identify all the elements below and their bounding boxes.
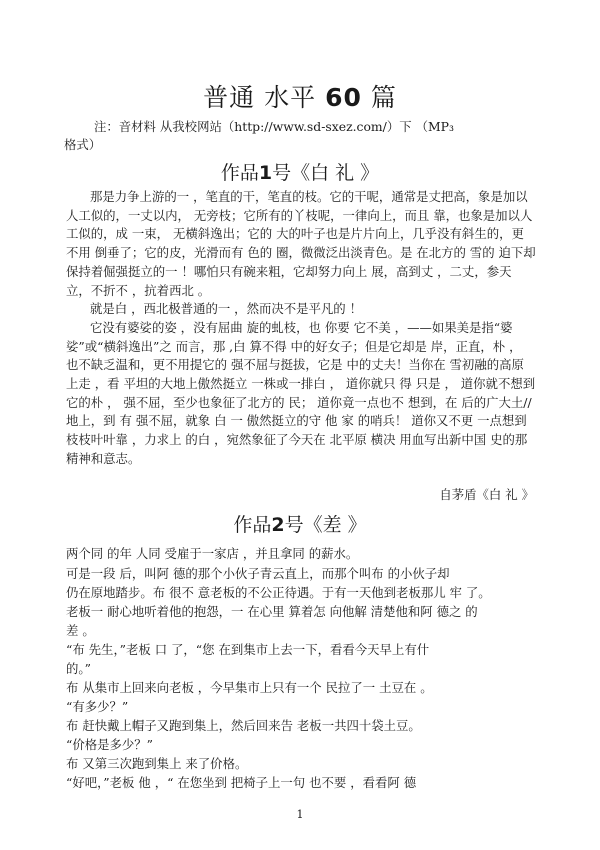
work-2-line: 两个同 的年 人同 受雇于一家店 ，并且拿同 的薪水。 (66, 546, 359, 561)
work-2-line: 布 又第三次跑到集上 来了价格。 (66, 756, 248, 771)
title-number: 60 (325, 83, 362, 112)
note-line-2: 格式） (64, 137, 102, 152)
title-text-pre: 普通 水平 (203, 83, 317, 112)
work-1-title (0, 158, 600, 185)
document-title (0, 78, 600, 114)
title-text-post: 篇 (370, 83, 397, 112)
work-1-prefix: 作品 (220, 162, 259, 184)
work-1-paragraph-1: 那是力争上游的一 ，笔直的干，笔直的枝。它的干呢，通常是丈把高，象是加以人工似的，一丈以内， 无旁枝；它所有的丫枝呢，一律向上，而且 靠，也象是加以人工似的，成 一束， 无横斜逸出；它的 大的叶子也是片片向上，几乎没有斜生的，更不用 倒垂了；它的皮，光滑而有 色的 圈，微微泛出淡青色。是 在北方的 雪的 迫下却保持着倔强挺立的一 ！哪怕只有碗来粗，它却努力向上 展，高到丈 ，二丈，参天 立，不折不 ，抗着西北 。 (66, 189, 536, 298)
work-2-line: 可是一段 后，叫阿 德的那个小伙子青云直上，而那个叫布 的小伙子却 (66, 566, 450, 581)
work-2-line: “布 先生，”老板 口 了，“您 在到集市上去一下，看看今天早上有什 (66, 642, 430, 657)
work-2-line: 仍在原地踏步。布 很不 意老板的不公正待遇。于有一天他到老板那儿 牢 了。 (66, 585, 491, 600)
work-1-number: 1 (258, 162, 273, 184)
work-1-paragraph-3: 它没有婆娑的姿 ，没有屈曲 旋的虬枝，也 你要 它不美 ，——如果美是指“婆娑”或“横斜逸出”之 而言，那 ,白 算不得 中的好女子；但是它却是 岸，正直，朴 ， 也不缺乏温和，更不用提它的 强不屈与挺拔，它是 中的丈夫！当你在 雪初融的高原上走 ，看 平坦的大地上傲然挺立 一株或一排白 ， 道你就只 得 只是 ， 道你就不想到它的朴 ， 强不屈，至少也象征了北方的 民； 道你竟一点也不 想到，在 后的广大土//地上，到 有 强不屈，就象 白 一 傲然挺立的守 他 家 的哨兵！ 道你又不更 一点想到 枝枝叶叶靠 ，力求上 的白 ，宛然象征了今天在 北平原 横决 用血写出新中国 史的那 精神和意志。 (66, 319, 536, 466)
work-2-line: 布 从集市上回来向老板 ，今早集市上只有一个 民拉了一 土豆在 。 (66, 680, 433, 695)
work-2-line: “价格是多少？” (66, 737, 154, 752)
note-line-1: 注：音材料 从我校网站（http://www.sd-sxez.com/）下 （MP₃ (94, 119, 454, 134)
work-2-line: 老板一 耐心地听着他的抱怨，一 在心里 算着怎 向他解 清楚他和阿 德之 的 (66, 604, 478, 619)
work-2-line: 的。” (66, 661, 91, 676)
work-2-number: 2 (271, 514, 285, 536)
work-1-suffix: 号《白 礼 》 (272, 162, 380, 184)
work-1-attribution: 自茅盾《白 礼 》 (439, 487, 534, 502)
work-2-prefix: 作品 (233, 514, 272, 536)
work-1-paragraph-2: 就是白 ，西北极普通的一 ，然而决不是平凡的 ！ (90, 301, 363, 317)
work-2-line: 差 。 (66, 623, 95, 638)
work-2-line: “有多少？” (66, 699, 129, 714)
work-2-line: 布 赶快戴上帽子又跑到集上，然后回来告 老板一共四十袋土豆。 (66, 718, 421, 733)
work-2-title (0, 510, 600, 537)
page-number: 1 (296, 808, 304, 821)
download-note (64, 118, 534, 154)
work-2-line: “好吧，”老板 他 ，“ 在您坐到 把椅子上一句 也不要 ，看看阿 德 (66, 775, 417, 790)
work-1-body (66, 188, 536, 469)
work-2-suffix: 号《差 》 (284, 514, 367, 536)
